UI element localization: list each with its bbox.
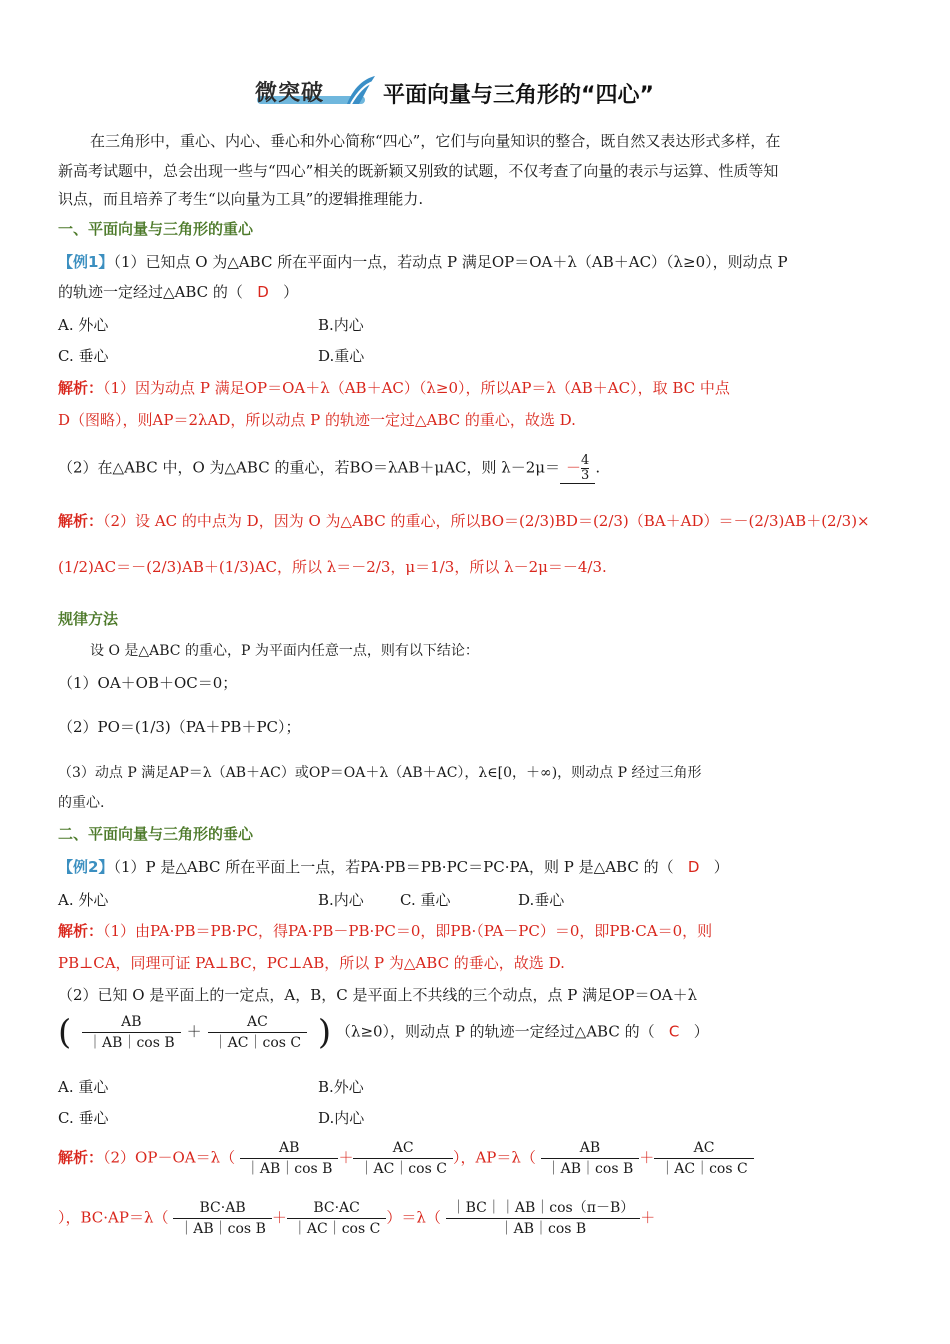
intro-line-2: 新高考试题中，总会出现一些与“四心”相关的既新颖又别致的试题，不仅考查了向量的表示与运算、性质等知 [58,162,779,180]
method-item-1: （1）OA＋OB＋OC＝0； [58,674,238,692]
ex2-option-a: A. 外心 [58,891,109,909]
sol2-frac-7 [446,1198,641,1239]
intro-line-3: 识点，而且培养了考生“以向量为工具”的逻辑推理能力. [58,190,424,208]
example-2-q1-text: （1）P 是△ABC 所在平面上一点，若PA·PB＝PB·PC＝PC·PA，则 P 是△ABC 的（ [113,858,674,876]
solution-2-line-2: (1/2)AC＝－(2/3)AB＋(1/3)AC，所以 λ＝－2/3，μ＝1/3，所以 λ－2μ＝－4/3. [58,558,607,576]
q1-line2-suffix: ） [283,283,299,301]
ex2-q2-option-c: C. 垂心 [58,1109,109,1127]
sol2-frac-3 [541,1138,640,1179]
sol2-frac-6 [287,1198,386,1239]
method-lead: 设 O 是△ABC 的重心，P 为平面内任意一点，则有以下结论： [90,643,479,659]
ex2-solution-label: 解析： [58,922,104,940]
ex2-q2-option-b: B.外心 [318,1078,364,1096]
ex2-option-b: B.内心 [318,891,364,909]
sol2-frac3-num: AB [541,1138,640,1159]
q2-answer-blank [560,454,595,484]
q1-suffix: ） [713,858,729,876]
q2-suffix: （λ≥0），则动点 P 的轨迹一定经过△ABC 的（ [335,1022,655,1041]
q2-fraction-2 [208,1012,307,1053]
solution-1-line-2: D（图略），则AP＝2λAD，所以动点 P 的轨迹一定过△ABC 的重心，故选 D. [58,411,576,429]
q2-answer-denominator: 3 [581,468,590,483]
sol2-frac2-den: ｜AC｜cos C [359,1161,447,1177]
sol2-frac2-num: AC [353,1138,452,1159]
sol2-frac5-num: BC·AB [173,1198,272,1219]
method-item-3-cont: 的重心. [58,795,105,811]
ex2-solution-label-2: 解析： [58,1148,104,1167]
q2-end: ） [693,1022,709,1041]
example-2-question-1 [58,856,892,878]
frac2-denominator: ｜AC｜cos C [213,1035,302,1051]
frac2-numerator: AC [208,1012,307,1033]
sol2-frac7-num: ｜BC｜｜AB｜cos（π－B） [446,1198,641,1219]
sol2-frac5-den: ｜AB｜cos B [179,1221,266,1237]
option-a: A. 外心 [58,316,109,334]
example-1-question-1-line-2 [58,281,892,303]
sol2-frac4-den: ｜AC｜cos C [660,1161,748,1177]
ex2-option-c: C. 重心 [400,891,451,909]
frac1-numerator: AB [82,1012,181,1033]
sol2-frac3-den: ｜AB｜cos B [546,1161,634,1177]
sol2-mid: ），AP＝λ（ [452,1148,536,1167]
ex2-q2-option-a: A. 重心 [58,1078,109,1096]
method-heading: 规律方法 [58,610,119,628]
ex2-solution-1-line-2: PB⊥CA，同理可证 PA⊥BC，PC⊥AB，所以 P 为△ABC 的垂心，故选 D. [58,954,565,972]
section-1-heading: 一、平面向量与三角形的重心 [58,220,254,238]
method-item-2: （2）PO＝(1/3)（PA＋PB＋PC）； [58,718,301,736]
example-1-q1-answer: D [257,283,269,301]
sol2-frac-1 [240,1138,339,1179]
title-bar [255,74,735,114]
sol2-frac1-den: ｜AB｜cos B [245,1161,333,1177]
ex2-q2-option-d: D.内心 [318,1109,365,1127]
example-1-question-2: （2）在△ABC 中，O 为△ABC 的重心，若BO＝λAB＋μAC，则 λ－2μ＝ － $\frac{4}{3}$ . [58,453,601,483]
sol2-frac-4 [654,1138,753,1179]
sol2-frac7-den: ｜AB｜cos B [499,1221,587,1237]
sol2-frac6-num: BC·AC [287,1198,386,1219]
paren-close: ) [317,1012,332,1053]
intro-line-1: 在三角形中，重心、内心、垂心和外心简称“四心”，它们与向量知识的整合，既自然又表达形式多样，在 [90,132,781,150]
example-2-label: 【例2】 [58,858,114,876]
ex2-question-2-line-1: （2）已知 O 是平面上的一定点，A，B，C 是平面上不共线的三个动点，点 P 满足OP＝OA＋λ [58,986,698,1004]
solution-label: 解析： [58,379,104,397]
solution-2-line-1 [58,510,892,532]
example-1-label: 【例1】 [58,253,114,271]
ex2-option-d: D.垂心 [518,891,565,909]
sol2-prefix: （2）OP－OA＝λ（ [103,1148,236,1167]
sol2-frac-2 [353,1138,452,1179]
solution-1-text: （1）因为动点 P 满足OP＝OA＋λ（AB＋AC）（λ≥0），所以AP＝λ（AB＋AC），取 BC 中点 [103,379,730,397]
section-2-heading: 二、平面向量与三角形的垂心 [58,825,254,843]
ex2-solution-2-line-2: ），BC·AP＝λ（ $\frac{BC\cdot AB}{\text{｜AB｜cos B}}$ ＋ $\frac{BC\cdot AC}{\text{｜AC｜cos C}}$ ）＝λ（ $\frac{|BC||AB|\cos(\pi-B)}{\text{｜AB｜cos B}}$ ＋ [58,1200,656,1237]
sol2-line2-prefix: ），BC·AP＝λ（ [58,1208,169,1227]
q2-fraction-1 [82,1012,181,1053]
page-title: 平面向量与三角形的“四心” [383,83,654,108]
sol2-frac-5 [173,1198,272,1239]
ex2-solution-2-line-1: 解析：（2）OP－OA＝λ（ $\frac{AB}{\text{｜AB｜cos B}}$ ＋ $\frac{AC}{\text{｜AC｜cos C}}$ ），AP＝λ（ $\frac{AB}{\text{｜AB｜cos B}}$ ＋ $\frac{AC}{\text{｜AC｜cos C}}$ [58,1138,892,1184]
logo [255,74,375,110]
option-b: B.内心 [318,316,364,334]
sol2-frac4-num: AC [654,1138,753,1159]
logo-text: 微突破 [255,81,325,106]
solution-1-line-1 [58,377,892,399]
q2-answer-fraction [581,454,589,483]
sol2-frac1-num: AB [240,1138,339,1159]
q2-answer-sign: － [566,458,582,477]
paren-open: ( [58,1012,72,1053]
solution-label-2: 解析： [58,512,104,530]
ex2-solution-1-text: （1）由PA·PB＝PB·PC，得PA·PB－PB·PC＝0，即PB·（PA－PC）＝0，即PB·CA＝0，则 [103,922,713,940]
method-item-3: （3）动点 P 满足AP＝λ（AB＋AC）或OP＝OA＋λ（AB＋AC），λ∈[0，＋∞)，则动点 P 经过三角形 [58,765,702,781]
ex2-question-2-line-2: ( $\frac{AB}{\text{｜AB｜cos B}}$ ＋ $\frac{AC}{\text{｜AC｜cos C}}$ ) （λ≥0），则动点 P 的轨迹一定经过△ABC 的（ C ） [58,1012,709,1053]
example-1-question-1-line-1 [58,251,892,273]
q2-answer-numerator: 4 [581,453,590,468]
solution-2-text-1: （2）设 AC 的中点为 D，因为 O 为△ABC 的重心，所以BO＝(2/3)BD＝(2/3)（BA＋AD）＝－(2/3)AB＋(2/3)× [103,512,870,530]
sol2-eq: ）＝λ（ [386,1208,441,1227]
q2-text: （2）在△ABC 中，O 为△ABC 的重心，若BO＝λAB＋μAC，则 λ－2μ＝ [58,458,561,477]
ex2-q2-answer: C [668,1022,680,1041]
sol2-frac6-den: ｜AC｜cos C [292,1221,381,1237]
frac1-denominator: ｜AB｜cos B [88,1035,175,1051]
example-1-q1-text: （1）已知点 O 为△ABC 所在平面内一点，若动点 P 满足OP＝OA＋λ（AB＋AC）（λ≥0），则动点 P [113,253,788,271]
option-c: C. 垂心 [58,347,109,365]
q1-line2-prefix: 的轨迹一定经过△ABC 的（ [58,283,243,301]
option-d: D.重心 [318,347,365,365]
ex2-solution-1-line-1 [58,920,892,942]
example-2-q1-answer: D [687,858,700,876]
